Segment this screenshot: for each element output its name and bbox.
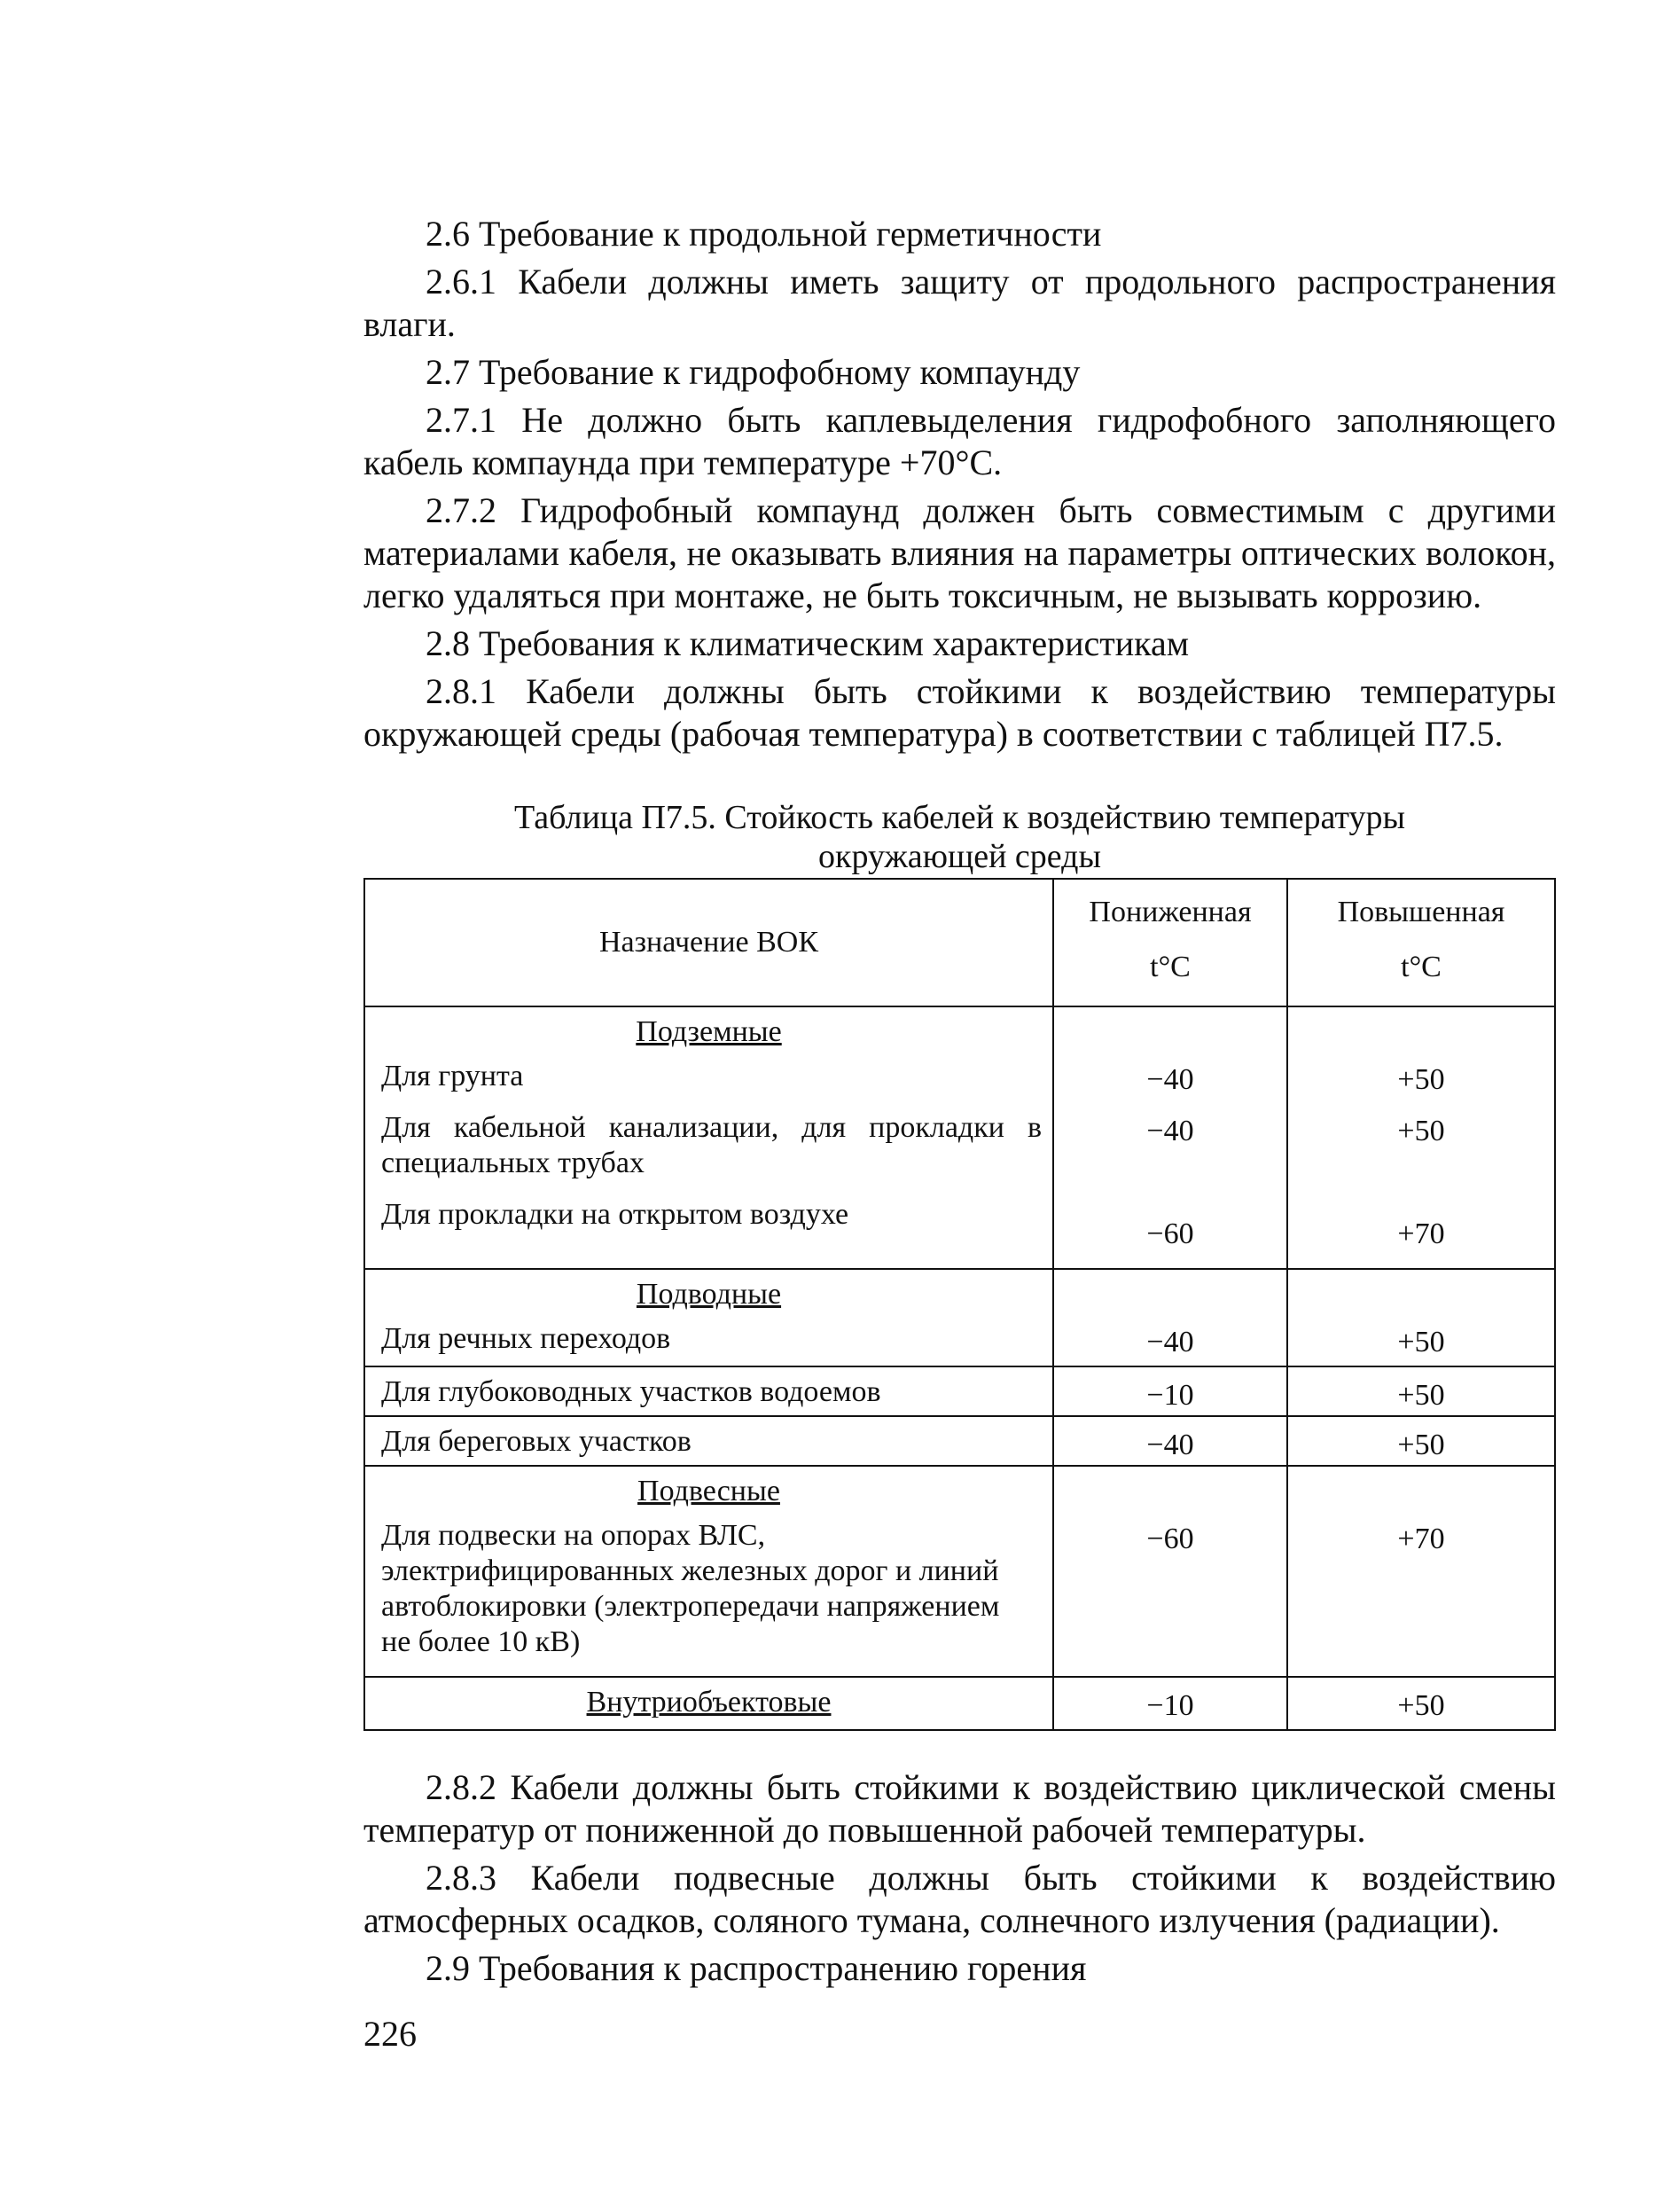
header-low-temp <box>1053 879 1287 1006</box>
row-name-cell <box>364 1366 1053 1416</box>
group-title: Подводные <box>636 1278 782 1311</box>
table-row <box>364 1466 1555 1677</box>
header-high-label: Повышенная <box>1337 896 1505 928</box>
table-row <box>364 1006 1555 1269</box>
high-value: +70 <box>1287 1466 1555 1677</box>
row-name: Для грунта <box>381 1060 524 1092</box>
group-underwater <box>364 1269 1053 1366</box>
section-2-7-1-text: 2.7.1 Не должно быть каплевыделения гидрофобного заполняющего кабель компаунда при температуре +70°С. <box>363 400 1556 482</box>
header-low-label: Пониженная <box>1089 896 1252 928</box>
low-value: −40 <box>1053 1416 1287 1466</box>
low-value: −60 <box>1146 1217 1194 1250</box>
table-header-row <box>364 879 1555 1006</box>
high-values <box>1287 1006 1555 1269</box>
table-row <box>364 1269 1555 1366</box>
group-title: Внутриобъектовые <box>586 1686 832 1719</box>
group-title: Подземные <box>636 1015 782 1048</box>
low-value: −40 <box>1146 1115 1194 1147</box>
temperature-resistance-table <box>363 878 1556 1731</box>
low-value: −10 <box>1053 1677 1287 1730</box>
table-caption-line-2: окружающей среды <box>817 838 1102 875</box>
row-name: Для прокладки на открытом воздухе <box>381 1198 849 1231</box>
group-underground <box>364 1006 1053 1269</box>
header-high-unit: t°С <box>1401 951 1442 983</box>
table-caption <box>363 798 1556 876</box>
group-indoor <box>364 1677 1053 1730</box>
group-aerial <box>364 1466 1053 1677</box>
row-name: Для береговых участков <box>381 1425 692 1458</box>
table-caption-line-1: Таблица П7.5. Стойкость кабелей к воздействию температуры <box>513 799 1406 836</box>
low-value: −10 <box>1053 1366 1287 1416</box>
table-row <box>364 1677 1555 1730</box>
low-value: −40 <box>1053 1269 1287 1366</box>
row-name: Для подвески на опорах ВЛС, электрифицированных железных дорог и линий автоблокировки (электропередачи напряжением не более 10 кВ) <box>381 1519 1000 1658</box>
section-2-8-2-text: 2.8.2 Кабели должны быть стойкими к воздействию циклической смены температур от пониженной до повышенной рабочей температуры. <box>363 1767 1556 1850</box>
row-name: Для речных переходов <box>381 1322 671 1355</box>
high-value: +50 <box>1287 1366 1555 1416</box>
section-2-6-1-text: 2.6.1 Кабели должны иметь защиту от продольного распространения влаги. <box>363 262 1556 344</box>
section-2-7-heading: 2.7 Требование к гидрофобному компаунду <box>426 352 1081 392</box>
section-2-8-1-text: 2.8.1 Кабели должны быть стойкими к воздействию температуры окружающей среды (рабочая температура) в соответствии с таблицей П7.5. <box>363 671 1556 754</box>
low-value: −40 <box>1146 1063 1194 1096</box>
section-2-7-2-text: 2.7.2 Гидрофобный компаунд должен быть совместимым с другими материалами кабеля, не оказывать влияния на параметры оптических волокон, легко удаляться при монтаже, не быть токсичным, не вызывать коррозию. <box>363 490 1556 615</box>
section-2-8-heading: 2.8 Требования к климатическим характеристикам <box>426 623 1190 663</box>
high-value: +50 <box>1287 1677 1555 1730</box>
high-value: +50 <box>1287 1269 1555 1366</box>
header-high-temp <box>1287 879 1555 1006</box>
high-value: +70 <box>1397 1217 1445 1250</box>
table-row <box>364 1366 1555 1416</box>
high-value: +50 <box>1287 1416 1555 1466</box>
document-page <box>363 213 1556 1995</box>
section-2-6-heading: 2.6 Требование к продольной герметичности <box>426 214 1102 254</box>
section-2-8-3-text: 2.8.3 Кабели подвесные должны быть стойкими к воздействию атмосферных осадков, соляного тумана, солнечного излучения (радиации). <box>363 1858 1556 1940</box>
row-name: Для глубоководных участков водоемов <box>381 1375 881 1408</box>
low-values <box>1053 1006 1287 1269</box>
row-name-cell <box>364 1416 1053 1466</box>
low-value: −60 <box>1053 1466 1287 1677</box>
header-purpose: Назначение ВОК <box>364 879 1053 1006</box>
high-value: +50 <box>1397 1063 1445 1096</box>
header-low-unit: t°С <box>1150 951 1191 983</box>
section-2-9-heading: 2.9 Требования к распространению горения <box>426 1948 1087 1988</box>
table-row <box>364 1416 1555 1466</box>
group-title: Подвесные <box>637 1475 780 1507</box>
page-number: 226 <box>363 2014 417 2054</box>
high-value: +50 <box>1397 1115 1445 1147</box>
row-name: Для кабельной канализации, для прокладки в специальных трубах <box>381 1111 1042 1179</box>
